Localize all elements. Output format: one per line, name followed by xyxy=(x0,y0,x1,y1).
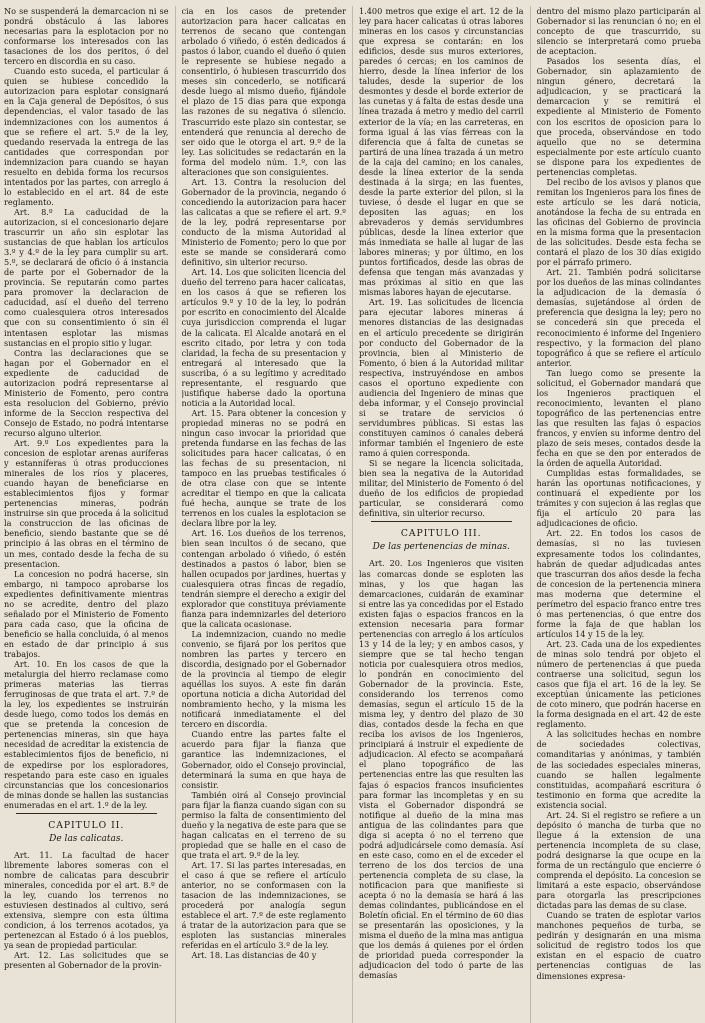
article-paragraph: Tan luego como se presente la solicitud, el Gobernador mandará que los Ingenieros practiquen el reconocimiento, levanten el plano topográfico de las pertenencias entre las que resulten las fajas ó espacios francos, y envíen su informe dentro del plazo de seis meses, contados desde la fecha en que se den por enterados de la órden de aquella Autoridad. xyxy=(536,367,701,469)
article-paragraph: Art. 19. Las solicitudes de licencia para ejecutar labores mineras á menores distancias de las designadas en el artículo precedente se dirigirán por conducto del Gobernador de la provincia, bien al Ministerio de Fomento, ó bien á la Autoridad militar respectiva, instruyéndose en ambos casos el oportuno expediente con audiencia del Ingeniero de minas que deba informar, y el Consejo provincial si se tratare de servicios ó servidumbres públicas. Si estas las constituyen caminos ó canales deberá informar también el Ingeniero de este ramo á quien corresponda. xyxy=(359,297,524,459)
chapter-subtitle: De las pertenencias de minas. xyxy=(372,542,510,553)
article-paragraph: La concesion no podrá hacerse, sin embargo, ni tampoco aprobarse los expedientes definitivamente mientras no se acredite, dentro del plazo señalado por el Ministerio de Fomento para cada caso, que la oficina de beneficio se halla concluida, ó al menos en estado de dar principio á sus trabajos. xyxy=(4,568,169,659)
article-paragraph: No se suspenderá la demarcacion ni se pondrá obstáculo á las labores necesarias para la esplotacion por no conformarse los interesados con las tasaciones de los dos peritos, ó del tercero en discordia en su caso. xyxy=(4,6,169,67)
column-rule xyxy=(352,6,353,1023)
text-column-4 xyxy=(537,6,702,1023)
article-paragraph: Art. 23. Cada una de los expedientes de minas solo tendrá por objeto el número de pertenencias á que pueda contraerse una solicitud, segun los casos que fija el art. 16 de la ley. Se exceptúan únicamente las peticiones de coto minero, que podrán hacerse en la forma designada en el art. 42 de este reglamento. xyxy=(536,638,701,730)
text-column-3 xyxy=(359,6,524,1023)
article-paragraph: Art. 22. En todos los casos de demasías, si no las tuviesen expresamente todos los colindantes, habrán de quedar adjudicadas antes que trascurran dos años desde la fecha de concesion de la pertenencia minera mas moderna que determine el perímetro del espacio franco entre tres ó mas pertenencias, ó que entre dos forme la faja de que hablan los artículos 14 y 15 de la ley. xyxy=(536,528,701,639)
article-paragraph: Art. 8.º La caducidad de la autorizacion, si el concesionario dejare trascurrir un año sin esplotar las sustancias de que hablan los artículos 3.º y 4.º de la ley para cumplir su art. 5.º, se declarará de oficio ó á instancia de parte por el Gobernador de la provincia. Se reputarán como partes para promover la declaracion de caducidad, así el dueño del terreno como cualesquiera otros interesados que con su consentimiento ó sin él intentasen esplotar las mismas sustancias en el propio sitio y lugar. xyxy=(4,206,169,348)
article-paragraph: 1.400 metros que exige el art. 12 de la ley para hacer calicatas ú otras labores mineras en los casos y circunstancias que expresa se contarán: en los edificios, desde sus muros exteriores, paredes ó cercas; en los caminos de hierro, desde la línea inferior de los taludes, desde la superior de los desmontes y desde el borde exterior de las cunetas y á falta de estas desde una línea trazada á metro y medio del carril exterior de la vía; en las carreteras, en forma igual á las vías férreas con la diferencia que á falta de cunetas se partirá de una línea trazada á un metro de la caja del camino; en los canales, desde la línea exterior de la senda destinada á la sirga; en las fuentes, desde la parte exterior del pilon, si la tuviese, ó desde el lugar en que se depositen las aguas; en los abrevaderos y demás servidumbres públicas, desde la línea exterior que más inmediata se halle al lugar de las labores mineras; y por último, en los puntos fortificados, desde las obras de defensa que tengan más avanzadas y mas próximas al sitio en que las mismas labores hayan de ejecutarse. xyxy=(359,6,524,298)
article-paragraph: Si se negare la licencia solicitada, bien sea la negativa de la Autoridad militar, del Ministerio de Fomento ó del dueño de los edificios de propiedad particular, se considerará como definitiva, sin ulterior recurso. xyxy=(359,458,524,519)
article-paragraph: La indemnizacion, cuando no medie convenio, se fijará por los peritos que nombren las partes y tercero en discordia, designado por el Gobernador de la provincia al tiempo de elegir aquéllas los suyos. A este fin darán oportuna noticia a dicha Autoridad del nombramiento hecho, y la misma les notificará inmediatamente el del tercero en discordia. xyxy=(181,628,346,730)
chapter-heading: CAPITULO II. xyxy=(48,819,125,831)
article-paragraph: Art. 17. Si las partes interesadas, en el caso á que se refiere el artículo anterior, no se conformasen con la tasacion de las indemnizaciones, se procederá por analogía segun establece el art. 7.º de este reglamento á tratar de la autorizacion para que se esploten las sustancias minerales referidas en el artículo 3.º de la ley. xyxy=(181,859,346,951)
chapter-subtitle: De las calicatas. xyxy=(49,833,124,844)
article-paragraph: Contra las declaraciones que se hagan por el Gobernador en el expediente de caducidad de autorizacion podrá representarse al Ministerio de Fomento, pero contra esta resolucion del Gobierno, prévio informe de la Seccion respectiva del Consejo de Estado, no podrá intentarse recurso alguno ulterior. xyxy=(4,347,169,438)
article-paragraph: Art. 14. Los que soliciten licencia del dueño del terreno para hacer calicatas, en los casos á que se refieren los artículos 9.º y 10 de la ley, lo podrán por escrito en conocimiento del Alcalde cuya jurisdiccion comprenda el lugar de la calicata. El Alcalde anotará en el escrito citado, por letra y con toda claridad, la fecha de su presentacion y entregará al interesado que la suscriba, ó a su legítimo y acreditado representante, el resguardo que justifique haberse dado la oportuna noticia a la Autoridad local. xyxy=(181,267,346,408)
section-rule xyxy=(16,813,157,814)
article-paragraph: Art. 15. Para obtener la concesion y propiedad mineras no se podrá en ningun caso invocar la prioridad que pretenda fundarse en las fechas de las solicitudes para hacer calicatas, ó en las fechas de su presentacion, ni tampoco en las pruebas testificales ó de otra clase con que se intente acreditar el tiempo en que la calicata fué hecha, aunque se trate de los terrenos en los cuales la esplotacion se declara libre por la ley. xyxy=(181,407,346,529)
text-column-2 xyxy=(182,6,347,1023)
article-paragraph: También oirá al Consejo provincial para fijar la fianza cuando sigan con su permiso la falta de consentimiento del dueño y la negativa de este para que se hagan calicatas en el terreno de su propiedad que se halle en el caso de que trata el art. 9.º de la ley. xyxy=(181,789,346,860)
article-paragraph: Cuando entre las partes falte el acuerdo para fijar la fianza que garantice las indemnizaciones, el Gobernador, oido el Consejo provincial, determinará la suma en que haya de consistir. xyxy=(181,729,346,790)
article-paragraph: Art. 13. Contra la resolucion del Gobernador de la provincia, negando ó concediendo la autorizacion para hacer las calicatas a que se refiere el art. 9.º de la ley, podrá representarse por conducto de la misma Autoridad al Ministerio de Fomento; pero lo que por este se mande se considerará como definitivo, sin ulterior recurso. xyxy=(181,176,346,268)
text-column-1 xyxy=(4,6,169,1023)
column-rule xyxy=(175,6,176,1023)
article-paragraph: Art. 16. Los dueños de los terrenos, bien sean incultos ó de secano, que contengan arbolado ó viñedo, ó estén destinados a pastos ó labor, bien se hallen ocupados por jardines, huertas y cualesquiera otras fincas de regadío, tendrán siempre el derecho a exigir del explorador que constituya préviamente fianza para indemnizarles del deterioro que la calicata ocasionase. xyxy=(181,528,346,629)
article-paragraph: Art. 11. La facultad de hacer libremente labores someras con el nombre de calicatas para descubrir minerales, concedida por el art. 8.º de la ley, cuando los terrenos no estuviesen destinados al cultivo, será extensiva, siempre con esta última condicion, á los terrenos acotados, ya pertenezcan al Estado ó á los pueblos, ya sean de propiedad particular. xyxy=(4,849,169,951)
article-paragraph: A las solicitudes hechas en nombre de sociedades colectivas, comanditarias y anónimas, y también de las sociedades especiales mineras, cuando se hallen legalmente constituidas, acompañará escritura ó testimonio en forma que acredite la existencia social. xyxy=(536,729,701,810)
article-paragraph: Art. 24. Si el registro se refiere a un depósito ó mancha de turba que no llegue á la extension de una pertenencia incompleta de su clase, podrá designarse la que ocupe en la forma de un rectángulo que encierre ó comprenda el depósito. La concesion se limitará a este espacio, observándose para otorgarla las prescripciones dictadas para las demas de su clase. xyxy=(536,809,701,911)
article-paragraph: Pasados los sesenta días, el Gobernador, sin aplazamiento de ningun género, decretará la adjudicacion, y se practicará la demarcacion y se remitirá el expediente al Ministerio de Fomento con los escritos de oposicion para lo que proceda, observándose en todo aquello que no se determina especialmente por este artículo cuanto se dispone para los expedientes de pertenencias completas. xyxy=(536,56,701,177)
article-paragraph: cia en los casos de pretender autorizacion para hacer calicatas en terrenos de secano que contengan arbolado ó viñedo, ó estén dedicados á pastos ó labor, cuando el dueño ó quien le represente se hubiese negado a consentirlo, ó hubiesen trascurrido dos meses sin concederlo, se notificará desde luego al mismo dueño, fijándole el plazo de 15 dias para que exponga las razones de su negativa ó silencio. Trascurrido este plazo sin contestar, se entenderá que renuncia al derecho de ser oido que le otorga el art. 9.º de la ley. Las solicitudes se redactarán en la forma del modelo núm. 1.º, con las alteraciones que son consiguientes. xyxy=(181,6,346,177)
column-rule xyxy=(530,6,531,1023)
article-paragraph: Art. 9.º Los expedientes para la concesion de esplotar arenas auríferas y estanníferas ú otras producciones minerales de los ríos y placeres, cuando hayan de beneficiarse en establecimientos fijos y formar pertenencias mineras, podrán instruirse sin que proceda á la solicitud la construccion de las oficinas de beneficio, siendo bastante que se dé principio á las obras en el término de un mes, contado desde la fecha de su presentacion. xyxy=(4,438,169,569)
article-paragraph: Art. 18. Las distancias de 40 y xyxy=(191,950,317,961)
article-paragraph: Art. 12. Las solicitudes que se presenten al Gobernador de la provin- xyxy=(4,950,169,971)
article-paragraph: Cumplidas estas formalidades, se harán las oportunas notificaciones, y continuará el expediente por los trámites y con sujecion á las reglas que fija el artículo 20 para las adjudicaciones de oficio. xyxy=(536,468,701,529)
article-paragraph: Del recibo de los avisos y planos que remitan los Ingenieros para los fines de este artículo se les dará noticia, anotándose la fecha de su entrada en las oficinas del Gobierno de provincia en la misma forma que la presentacion de las solicitudes. Desde esta fecha se contará el plazo de los 30 días exigido por el párrafo primero. xyxy=(536,176,701,268)
article-paragraph: Cuando se traten de esplotar varios manchones pequeños de turba, se pedirán y designarán en una misma solicitud de registro todos los que existan en el espacio de cuatro pertenencias contiguas de las dimensiones expresa- xyxy=(536,910,701,981)
article-paragraph: Art. 10. En los casos de que la metalurgia del hierro reclamase como primeras materias las tierras ferruginosas de que trata el art. 7.º de la ley, los expedientes se instruirán desde luego, como todos los demás en que se pretenda la concesion de pertenencias mineras, sin que haya necesidad de acreditar la existencia de establecimientos fijos de beneficio, ni de expedirse por los esploradores, respetando para este caso en iguales circunstancias que los concesionarios de minas donde se hallen las sustancias enumeradas en el art. 1.º de la ley. xyxy=(4,659,169,810)
article-paragraph: Art. 20. Los Ingenieros que visiten las comarcas donde se esploten las minas, y los que hagan las demarcaciones, cuidarán de examinar si entre las ya concedidas por el Estado existen fajas o espacios francos en la extension necesaria para formar pertenencias con arreglo á los artículos 13 y 14 de la ley; y en ambos casos, y siempre que se tal hecho tengan noticia por cualesquiera otros medios, lo pondrán en conocimiento del Gobernador de la provincia. Este, considerando los terrenos como demasías, segun el artículo 15 de la misma ley, y dentro del plazo de 30 dias, contados desde la fecha en que reciba los avisos de los Ingenieros, principiará á instruir el expediente de adjudicacion. Al efecto se acompañará el plano topográfico de las pertenencias entre las que resulten las fajas ó espacios francos insuficientes para formar las incompletas y en su vista el Gobernador dispondrá se notifique al dueño de la mina mas antigua de las colindantes para que diga si acepta ó no el terreno que podrá adjudicársele como demasía. Así en este caso, como en el de exceder el terreno de los dos tercios de una pertenencia completa de su clase, la notificacion para que manifieste si acepta ó no la demasía se hará á las demas colindantes, publicándose en el Boletín oficial. En el término de 60 dias se presentarán las oposiciones, y la misma el dueño de la mina mas antigua que los demás á quienes por el órden de prioridad pueda corresponder la adjudicacion del todo ó parte de las demasías xyxy=(359,558,524,981)
article-paragraph: Cuando esto suceda, el particular á quien se hubiese concedido la autorizacion para esplotar consignará en la Caja general de Depósitos, ó sus dependencias, el valor tasado de las indemnizaciones con los aumentos á que se refiere el art. 5.º de la ley, quedando reservada la entrega de las cantidades que correspondan por indemnizacion para cuando se hayan resuelto en debida forma los recursos intentados por las partes, con arreglo á lo establecido en el art. 84 de este reglamento. xyxy=(4,66,169,207)
article-paragraph: dentro del mismo plazo participarán al Gobernador si las renuncian ó no; en el concepto de que trascurrido, su silencio se interpretará como prueba de aceptacion. xyxy=(536,6,701,57)
section-rule xyxy=(371,521,512,522)
article-paragraph: Art. 21. También podrá solicitarse por los dueños de las minas colindantes la adjudicacion de la demasía ó demasías, sujetándose al órden de preferencia que designa la ley; pero no se concederá sin que preceda el reconocimiento é informe del Ingeniero respectivo, y la formacion del plano topográfico á que se refiere el artículo anterior. xyxy=(536,267,701,368)
chapter-heading: CAPITULO III. xyxy=(400,528,482,540)
